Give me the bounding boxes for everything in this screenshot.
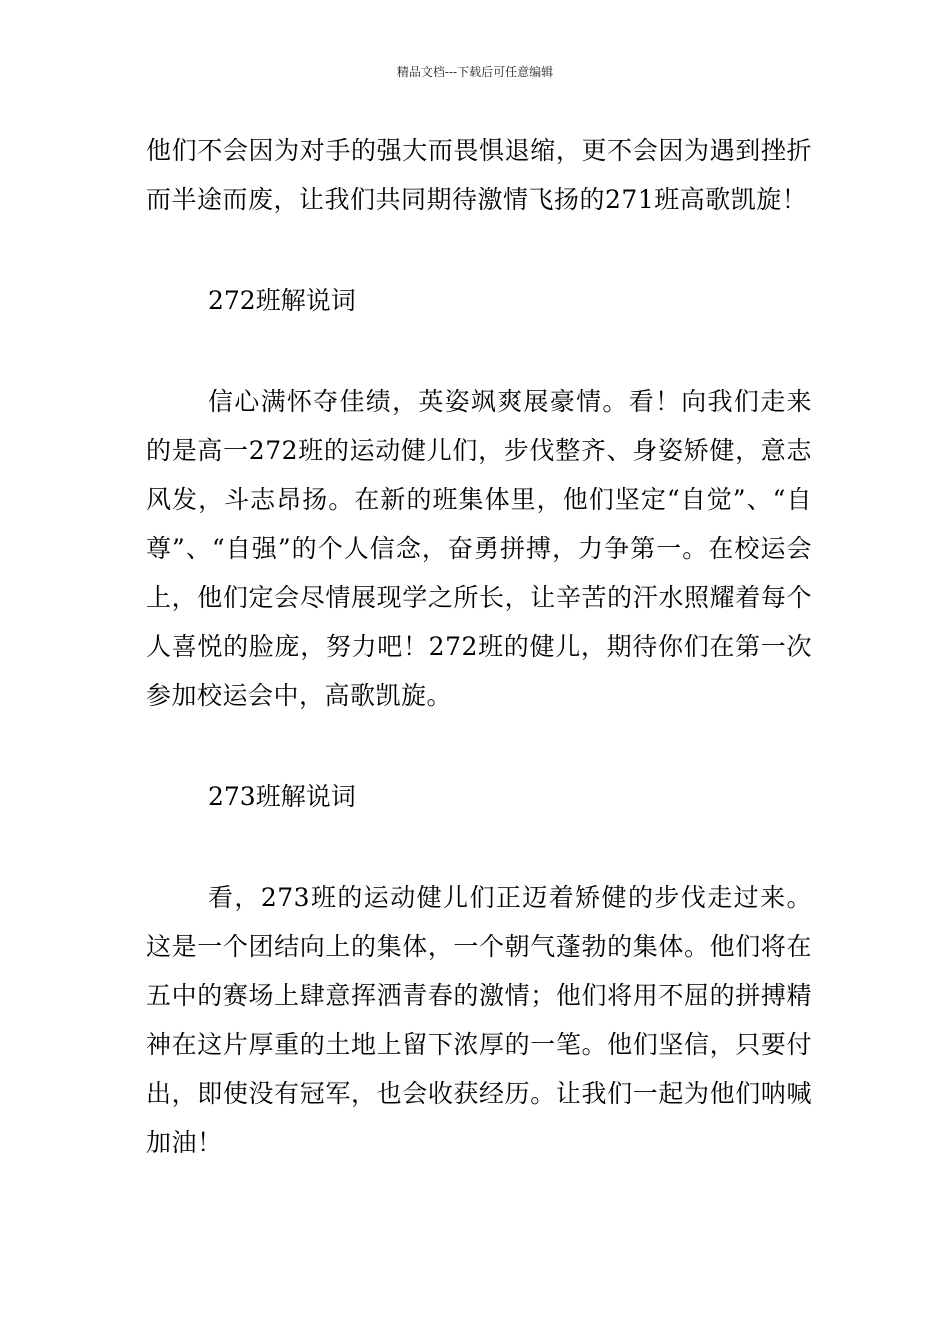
spacer xyxy=(146,720,812,772)
document-body xyxy=(146,126,812,1167)
paragraph-272: 信心满怀夺佳绩，英姿飒爽展豪情。看！向我们走来的是高一272班的运动健儿们，步伐整齐、身姿矫健，意志风发，斗志昂扬。在新的班集体里，他们坚定“自觉”、“自尊”、“自强”的个人信念，奋勇拼搏，力争第一。在校运会上，他们定会尽情展现学之所长，让辛苦的汗水照耀着每个人喜悦的脸庞，努力吧！272班的健儿，期待你们在第一次参加校运会中，高歌凯旋。 xyxy=(146,387,812,710)
paragraph-273: 看，273班的运动健儿们正迈着矫健的步伐走过来。这是一个团结向上的集体，一个朝气蓬勃的集体。他们将在五中的赛场上肆意挥洒青春的激情；他们将用不屈的拼搏精神在这片厚重的土地上留下浓厚的一笔。他们坚信，只要付出，即使没有冠军，也会收获经历。让我们一起为他们呐喊加油！ xyxy=(146,883,812,1157)
heading-272: 272班解说词 xyxy=(208,286,356,315)
paragraph-271-closing: 他们不会因为对手的强大而畏惧退缩，更不会因为遇到挫折而半途而废，让我们共同期待激情飞扬的271班高歌凯旋！ xyxy=(146,136,812,214)
spacer xyxy=(146,821,812,873)
page-header: 精品文档---下载后可任意编辑 xyxy=(396,65,554,79)
heading-273: 273班解说词 xyxy=(208,782,356,811)
spacer xyxy=(146,325,812,377)
spacer xyxy=(146,224,812,276)
